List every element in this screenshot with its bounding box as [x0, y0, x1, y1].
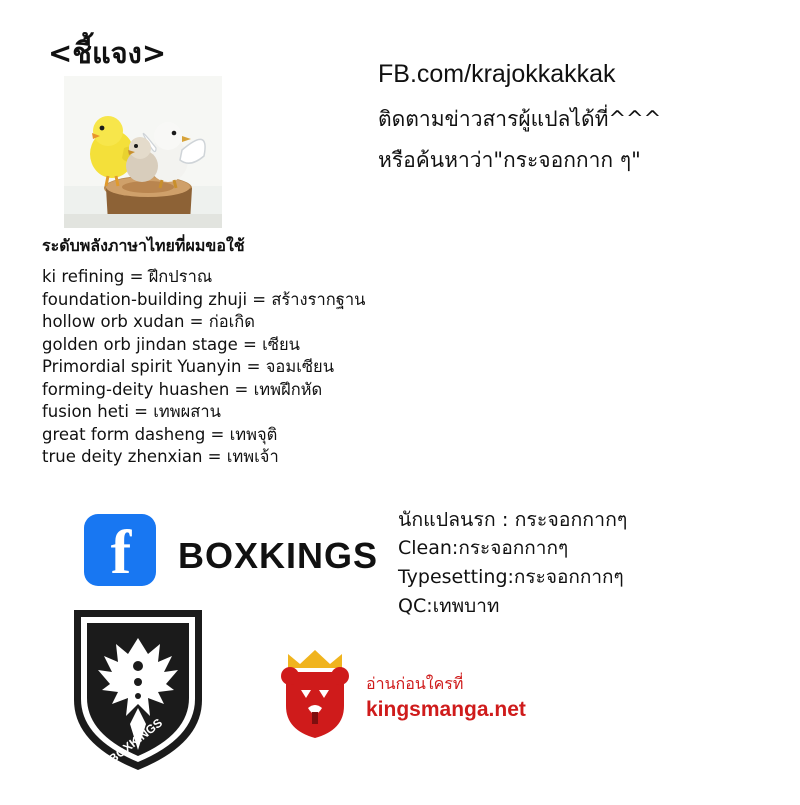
glossary-list: [42, 266, 522, 469]
birds-photo: [64, 76, 222, 228]
list-item: forming-deity huashen = เทพฝึกหัด: [42, 379, 323, 399]
credits-block: [398, 505, 778, 621]
kingsmanga-site[interactable]: kingsmanga.net: [366, 698, 526, 721]
credit-clean: Clean:กระจอกกากๆ: [398, 537, 569, 559]
boxkings-wordmark: BOXKINGS: [178, 535, 379, 576]
credit-translator: นักแปลนรก : กระจอกกากๆ: [398, 508, 628, 531]
list-item: Primordial spirit Yuanyin = จอมเซียน: [42, 357, 334, 376]
list-item: great form dasheng = เทพจุติ: [42, 424, 278, 444]
kingsmanga-tagline: อ่านก่อนใครที่: [366, 674, 464, 693]
list-item: golden orb jindan stage = เซียน: [42, 334, 300, 354]
dragon-shield-emblem: [68, 604, 208, 776]
follow-text: ติดตามข่าวสารผู้แปลได้ที่^^^: [378, 107, 662, 131]
list-item: foundation-building zhuji = สร้างรากฐาน: [42, 289, 366, 309]
credit-typesetting: Typesetting:กระจอกกากๆ: [398, 566, 624, 588]
list-item: ki refining = ฝึกปราณ: [42, 267, 213, 286]
crowned-bear-logo: [272, 646, 358, 742]
page-title: <ชี้แจง>: [48, 36, 167, 70]
birds-photo-illustration: [64, 76, 222, 228]
shield-label: BOXKINGS: [106, 715, 166, 767]
facebook-icon[interactable]: [84, 514, 156, 586]
facebook-url[interactable]: FB.com/krajokkakkak: [378, 60, 616, 88]
list-item: hollow orb xudan = ก่อเกิด: [42, 312, 255, 331]
search-text: หรือค้นหาว่า"กระจอกกาก ๆ": [378, 148, 641, 172]
dragon-shield-icon: [68, 604, 208, 776]
credit-qc: QC:เทพบาท: [398, 595, 500, 617]
list-item: fusion heti = เทพผสาน: [42, 402, 221, 421]
kingsmanga-text: [366, 672, 606, 722]
crowned-bear-icon: [272, 646, 358, 742]
glossary-heading: ระดับพลังภาษาไทยที่ผมขอใช้: [42, 236, 245, 255]
contact-block: [378, 60, 778, 177]
facebook-f-glyph: f: [110, 519, 132, 586]
list-item: true deity zhenxian = เทพเจ้า: [42, 447, 279, 466]
